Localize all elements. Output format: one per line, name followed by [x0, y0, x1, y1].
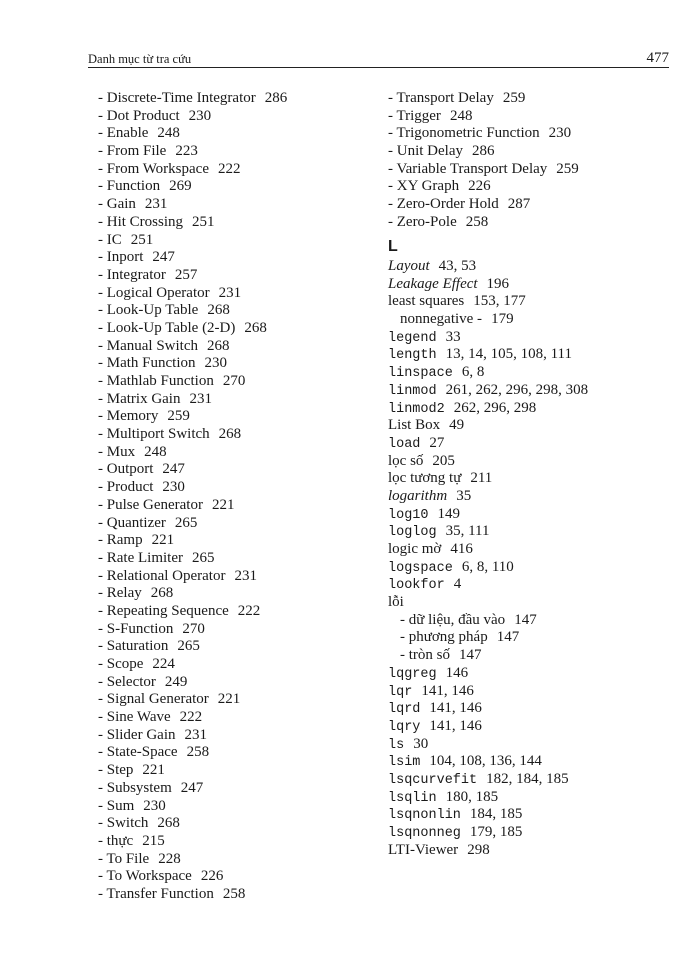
index-entry — [98, 603, 373, 621]
index-pages: 35, 111 — [445, 523, 490, 540]
index-term: - Subsystem — [98, 779, 172, 796]
index-pages: 147 — [496, 629, 520, 646]
index-term: - S-Function — [98, 620, 174, 637]
index-entry — [98, 638, 373, 656]
index-pages: 269 — [169, 178, 192, 195]
index-pages: 223 — [175, 143, 198, 160]
index-term: logspace — [388, 560, 453, 576]
index-entry — [388, 576, 688, 594]
index-entry — [98, 479, 373, 497]
index-term: - XY Graph — [388, 178, 460, 195]
page-number: 477 — [646, 50, 669, 66]
index-term: - To Workspace — [98, 868, 192, 885]
index-entry — [98, 214, 373, 232]
index-term: - Saturation — [98, 638, 169, 655]
index-pages: 196 — [486, 275, 510, 292]
index-entry — [98, 285, 373, 303]
index-entry — [98, 196, 373, 214]
index-term: - Relational Operator — [98, 567, 226, 584]
index-term: lsqcurvefit — [388, 772, 478, 788]
index-pages: 259 — [556, 160, 579, 177]
index-entry — [388, 435, 688, 453]
index-entry — [98, 320, 373, 338]
index-pages: 221 — [151, 532, 175, 549]
index-term: - Scope — [98, 656, 144, 672]
index-entry — [388, 559, 688, 577]
index-entry — [98, 656, 373, 674]
index-pages: 147 — [459, 647, 482, 664]
index-entry — [388, 647, 688, 665]
index-entry — [98, 125, 373, 143]
index-pages: 184, 185 — [469, 806, 523, 823]
index-pages: 230 — [143, 797, 166, 814]
index-pages: 248 — [144, 443, 167, 460]
index-entry — [98, 709, 373, 727]
index-entry — [388, 276, 688, 294]
index-pages: 248 — [157, 125, 180, 142]
index-pages: 251 — [192, 213, 215, 230]
index-term: - Integrator — [98, 266, 166, 283]
index-term: - Switch — [98, 815, 149, 832]
index-entry — [388, 417, 688, 435]
index-term: lsqnonlin — [388, 808, 461, 824]
index-term: ls — [388, 737, 405, 753]
index-entry — [98, 497, 373, 515]
index-entry — [388, 665, 688, 683]
index-term: - thực — [98, 832, 134, 849]
index-term: - Inport — [98, 249, 144, 266]
index-term: - Zero-Pole — [388, 213, 457, 230]
index-term: LTI-Viewer — [388, 841, 459, 858]
index-pages: 149 — [437, 505, 461, 522]
index-term: lọc số — [388, 452, 424, 469]
index-entry — [98, 444, 373, 462]
index-term: - From Workspace — [98, 160, 209, 177]
index-pages: 257 — [174, 266, 198, 283]
index-entry — [388, 400, 688, 418]
index-entry — [388, 214, 688, 232]
index-entry — [98, 461, 373, 479]
index-term: - Sum — [98, 797, 135, 814]
index-pages: 153, 177 — [473, 293, 526, 310]
index-pages: 270 — [182, 620, 205, 637]
index-entry — [388, 842, 688, 860]
index-term: - tròn số — [400, 647, 450, 664]
index-entry — [388, 364, 688, 382]
index-term: legend — [388, 330, 437, 346]
index-entry — [388, 824, 688, 842]
index-term: linmod — [388, 383, 437, 399]
index-term: - To File — [98, 850, 150, 867]
index-entry — [388, 488, 688, 506]
index-term: - Sine Wave — [98, 709, 171, 726]
index-term: - Signal Generator — [98, 691, 209, 708]
index-term: - Transport Delay — [388, 90, 494, 106]
index-pages: 248 — [449, 107, 473, 124]
index-entry — [388, 718, 688, 736]
index-pages: 211 — [470, 470, 493, 487]
index-pages: 231 — [218, 284, 242, 301]
index-term: - dữ liệu, đầu vào — [400, 611, 506, 628]
index-entry — [98, 550, 373, 568]
index-entry — [98, 833, 373, 851]
index-entry — [388, 523, 688, 541]
index-entry — [98, 178, 373, 196]
index-pages: 247 — [152, 249, 175, 266]
index-entry — [98, 90, 373, 108]
index-entry — [388, 506, 688, 524]
index-pages: 141, 146 — [429, 700, 482, 717]
index-pages: 43, 53 — [438, 258, 477, 274]
index-pages: 180, 185 — [445, 788, 499, 805]
index-term: length — [388, 348, 437, 364]
index-pages: 13, 14, 105, 108, 111 — [445, 346, 572, 363]
index-term: lqgreg — [388, 666, 437, 682]
index-pages: 268 — [206, 337, 230, 354]
index-term: - From File — [98, 143, 167, 160]
index-pages: 265 — [191, 549, 215, 566]
index-term: - Unit Delay — [388, 143, 463, 160]
index-pages: 35 — [456, 487, 472, 504]
index-entry — [388, 329, 688, 347]
index-entry — [98, 851, 373, 869]
index-entry — [388, 594, 688, 612]
index-term: - Math Function — [98, 355, 196, 372]
index-pages: 298 — [467, 841, 490, 858]
index-term: - Zero-Order Hold — [388, 196, 499, 213]
index-entry — [98, 798, 373, 816]
index-pages: 268 — [218, 426, 242, 443]
index-pages: 287 — [507, 196, 531, 213]
index-entry — [388, 470, 688, 488]
index-term: lqr — [388, 684, 413, 700]
index-term: - Transfer Function — [98, 885, 214, 902]
index-pages: 104, 108, 136, 144 — [429, 753, 542, 770]
index-pages: 231 — [144, 196, 168, 213]
index-pages: 182, 184, 185 — [486, 770, 569, 787]
index-term: nonnegative - — [400, 311, 483, 328]
index-term: - Gain — [98, 196, 136, 213]
index-term: lsqlin — [388, 790, 437, 806]
index-pages: 221 — [211, 496, 235, 513]
index-pages: 268 — [157, 815, 180, 832]
index-entry — [98, 727, 373, 745]
index-pages: 258 — [186, 744, 210, 761]
index-term: logarithm — [388, 487, 448, 504]
index-pages: 247 — [162, 461, 185, 478]
index-term: - Trigonometric Function — [388, 125, 540, 142]
index-term: - phương pháp — [400, 629, 488, 646]
index-term: - Discrete-Time Integrator — [98, 90, 256, 106]
index-pages: 141, 146 — [429, 717, 482, 734]
index-entry — [388, 541, 688, 559]
index-entry — [98, 249, 373, 267]
index-term: - Step — [98, 762, 134, 779]
index-entry — [98, 568, 373, 586]
index-entry — [388, 771, 688, 789]
index-pages: 226 — [200, 868, 224, 885]
index-pages: 416 — [450, 541, 473, 557]
index-entry — [98, 302, 373, 320]
index-entry — [98, 691, 373, 709]
index-entry — [388, 736, 688, 754]
index-entry — [98, 267, 373, 285]
index-section-letter: L — [388, 237, 398, 255]
index-entry — [388, 196, 688, 214]
index-entry — [388, 612, 688, 630]
index-entry — [98, 674, 373, 692]
index-term: lọc tương tự — [388, 470, 462, 487]
index-pages: 224 — [152, 656, 175, 672]
index-pages: 230 — [548, 125, 572, 142]
index-term: - Manual Switch — [98, 337, 198, 354]
index-pages: 222 — [218, 160, 241, 177]
index-pages: 6, 8, 110 — [461, 558, 514, 575]
index-pages: 231 — [189, 390, 212, 407]
index-term: - Selector — [98, 673, 156, 690]
index-entry — [98, 108, 373, 126]
index-term: - Logical Operator — [98, 284, 210, 301]
index-term: log10 — [388, 507, 429, 523]
index-entry — [388, 453, 688, 471]
index-term: logic mờ — [388, 541, 442, 557]
index-term: - Enable — [98, 125, 149, 142]
index-term: - Hit Crossing — [98, 213, 184, 230]
index-pages: 258 — [222, 885, 246, 902]
index-entry — [98, 744, 373, 762]
index-term: - Trigger — [388, 107, 441, 124]
index-pages: 265 — [174, 514, 198, 531]
index-term: - Ramp — [98, 532, 143, 549]
index-term: - Relay — [98, 585, 142, 602]
index-pages: 179 — [491, 311, 514, 328]
index-term: lqry — [388, 719, 421, 735]
index-term: - Quantizer — [98, 514, 166, 531]
index-pages: 268 — [207, 302, 230, 319]
index-entry — [98, 373, 373, 391]
index-pages: 222 — [237, 602, 261, 619]
index-pages: 231 — [234, 567, 257, 584]
index-pages: 6, 8 — [461, 364, 485, 381]
index-pages: 226 — [468, 178, 491, 195]
index-entry — [98, 762, 373, 780]
index-term: - Function — [98, 178, 161, 195]
index-entry — [388, 90, 688, 108]
index-term: - Memory — [98, 408, 159, 425]
index-pages: 268 — [244, 319, 267, 336]
index-pages: 141, 146 — [421, 682, 474, 699]
index-entry — [98, 585, 373, 603]
index-pages: 261, 262, 296, 298, 308 — [445, 381, 589, 398]
index-term: lỗi — [388, 594, 404, 611]
index-entry — [388, 143, 688, 161]
index-pages: 251 — [130, 231, 154, 248]
index-entry — [98, 338, 373, 356]
index-entry — [98, 780, 373, 798]
index-entry — [388, 789, 688, 807]
index-entry — [98, 868, 373, 886]
index-entry — [388, 178, 688, 196]
index-pages: 265 — [177, 638, 200, 655]
index-term: - State-Space — [98, 744, 178, 761]
index-pages: 230 — [162, 479, 185, 496]
index-term: lsim — [388, 755, 421, 771]
index-entry — [388, 258, 688, 276]
page-header — [88, 50, 669, 68]
index-term: lookfor — [388, 578, 445, 594]
index-entry — [388, 311, 688, 329]
index-entry — [388, 161, 688, 179]
index-entry — [388, 293, 688, 311]
index-entry — [98, 161, 373, 179]
index-entry — [98, 886, 373, 904]
index-term: - Variable Transport Delay — [388, 160, 548, 177]
index-term: - Matrix Gain — [98, 390, 181, 407]
index-term: - Outport — [98, 461, 154, 478]
index-term: - Look-Up Table — [98, 302, 199, 319]
index-entry — [98, 621, 373, 639]
index-entry — [98, 355, 373, 373]
index-entry — [98, 408, 373, 426]
index-entry — [388, 629, 688, 647]
index-term: List Box — [388, 417, 441, 434]
index-term: lsqnonneg — [388, 826, 461, 841]
index-term: - Repeating Sequence — [98, 602, 229, 619]
index-entry — [388, 683, 688, 701]
index-pages: 179, 185 — [469, 824, 523, 840]
index-pages: 30 — [413, 735, 429, 752]
index-entry — [388, 108, 688, 126]
index-entry — [388, 382, 688, 400]
index-pages: 27 — [429, 434, 445, 451]
index-entry — [388, 700, 688, 718]
index-term: - Slider Gain — [98, 726, 176, 743]
index-pages: 249 — [164, 673, 188, 690]
index-entry — [98, 426, 373, 444]
index-term: least squares — [388, 293, 465, 310]
index-pages: 215 — [142, 832, 165, 849]
index-term: - Mathlab Function — [98, 373, 214, 389]
index-term: linspace — [388, 366, 453, 382]
index-pages: 247 — [180, 779, 204, 796]
index-term: - Mux — [98, 443, 136, 460]
index-pages: 4 — [453, 576, 462, 593]
index-pages: 221 — [142, 762, 165, 779]
index-pages: 222 — [179, 709, 203, 726]
index-term: Layout — [388, 258, 430, 274]
index-entry — [98, 232, 373, 250]
index-entry — [98, 143, 373, 161]
index-pages: 286 — [471, 143, 495, 160]
index-pages: 259 — [502, 90, 526, 106]
index-pages: 49 — [449, 417, 465, 434]
index-pages: 270 — [222, 373, 246, 389]
index-term: linmod2 — [388, 401, 445, 417]
index-pages: 146 — [445, 664, 469, 681]
index-pages: 259 — [167, 408, 190, 425]
index-term: load — [388, 436, 421, 452]
index-term: - Dot Product — [98, 107, 180, 124]
index-term: - IC — [98, 231, 122, 248]
index-pages: 262, 296, 298 — [453, 399, 537, 416]
index-entry — [98, 532, 373, 550]
running-title: Danh mục từ tra cứu — [88, 52, 192, 66]
index-column-left — [98, 90, 373, 904]
index-pages: 147 — [514, 611, 537, 628]
index-entry — [98, 515, 373, 533]
index-entry — [388, 753, 688, 771]
index-pages: 230 — [188, 107, 212, 124]
index-pages: 205 — [432, 452, 455, 469]
index-term: - Look-Up Table (2-D) — [98, 319, 236, 336]
index-pages: 228 — [158, 850, 181, 867]
index-entry — [98, 391, 373, 409]
index-entry — [98, 815, 373, 833]
index-term: - Pulse Generator — [98, 496, 203, 513]
index-entry — [388, 346, 688, 364]
index-pages: 230 — [204, 355, 227, 372]
index-term: Leakage Effect — [388, 275, 478, 292]
index-pages: 258 — [465, 213, 489, 230]
index-pages: 231 — [184, 726, 207, 743]
index-pages: 33 — [445, 328, 461, 345]
index-term: - Multiport Switch — [98, 426, 210, 443]
index-column-right — [388, 90, 688, 859]
index-term: loglog — [388, 525, 437, 541]
index-term: - Product — [98, 479, 154, 496]
index-term: lqrd — [388, 702, 421, 718]
index-pages: 221 — [217, 691, 241, 708]
index-pages: 286 — [264, 90, 288, 106]
index-entry — [388, 125, 688, 143]
header-rule — [88, 67, 669, 68]
index-term: - Rate Limiter — [98, 549, 183, 566]
index-entry — [388, 806, 688, 824]
index-pages: 268 — [150, 585, 174, 602]
